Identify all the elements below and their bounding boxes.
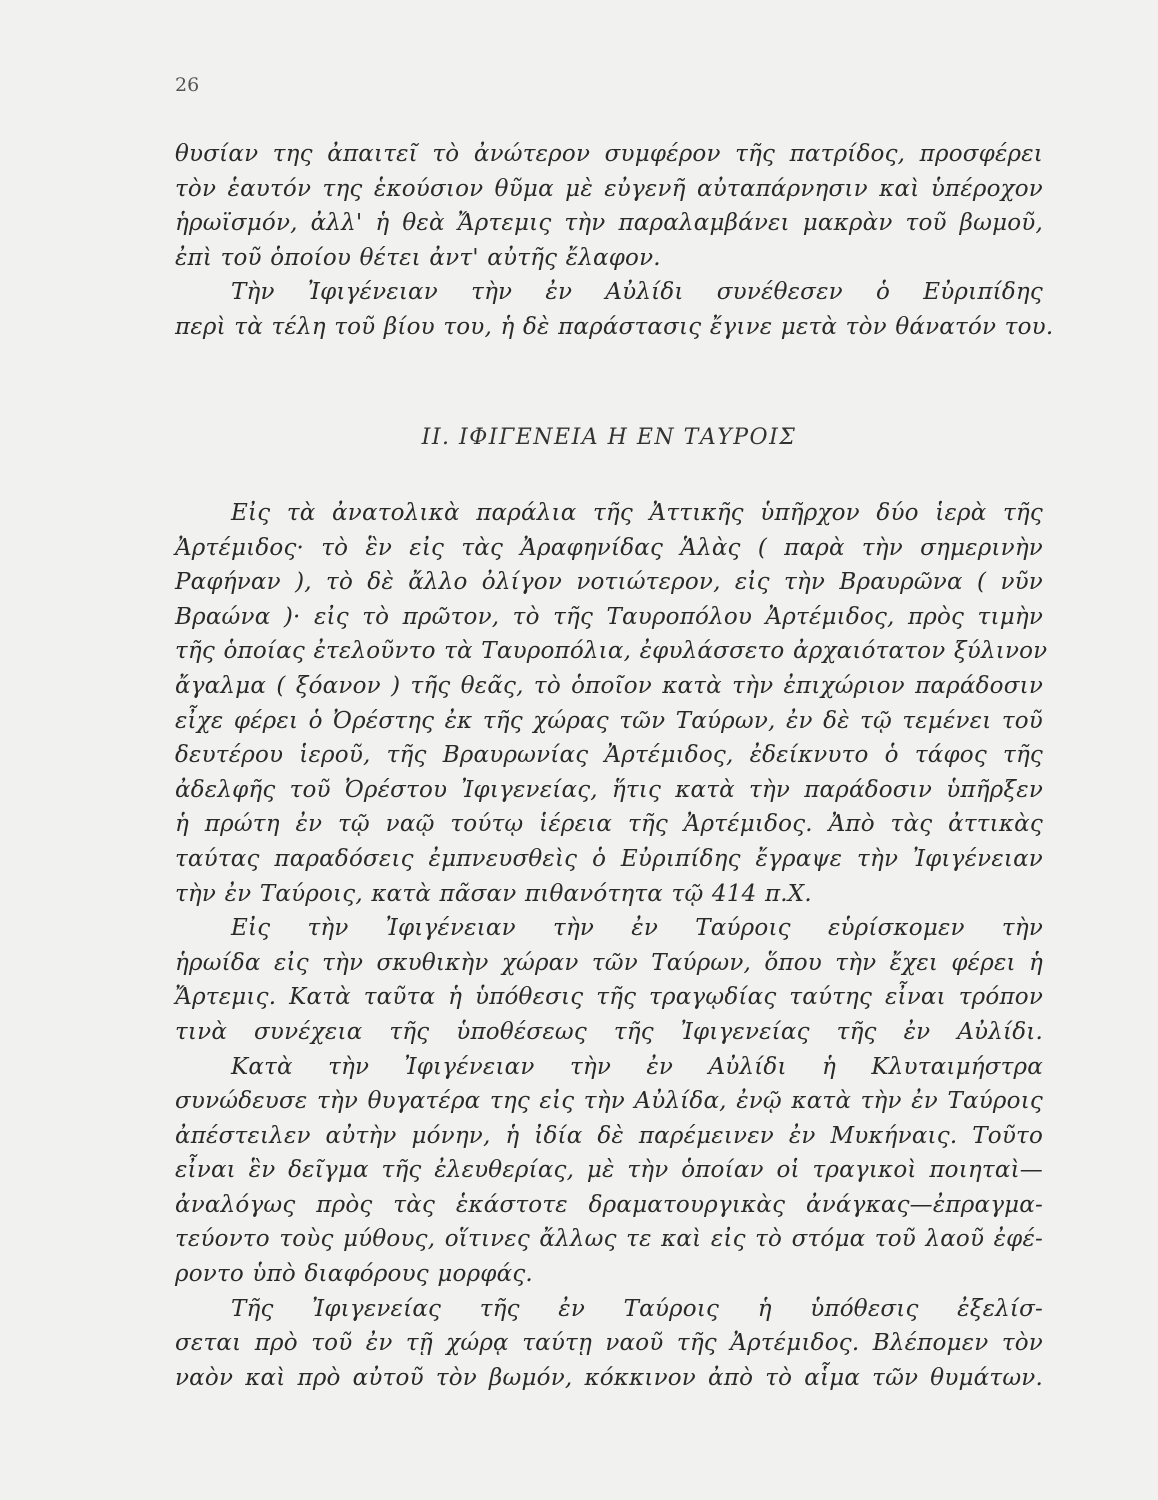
text-line: ναὸν καὶ πρὸ αὐτοῦ τὸν βωμόν, κόκκινον ἀπὸ τὸ αἷμα τῶν θυμάτων. <box>175 1364 1043 1391</box>
text-line: περὶ τὰ τέλη τοῦ βίου του, ἡ δὲ παράστασις ἔγινε μετὰ τὸν θάνατόν του. <box>175 313 1054 340</box>
text-line: ἀδελφῆς τοῦ Ὀρέστου Ἰφιγενείας, ἥτις κατὰ τὴν παράδοσιν ὑπῆρξεν <box>175 776 1043 803</box>
text-line: Κατὰ τὴν Ἰφιγένειαν τὴν ἐν Αὐλίδι ἡ Κλυταιμήστρα <box>231 1053 1043 1080</box>
text-line: Εἰς τὴν Ἰφιγένειαν τὴν ἐν Ταύροις εὑρίσκομεν τὴν <box>231 915 1043 942</box>
text-line: ἀναλόγως πρὸς τὰς ἑκάστοτε δραματουργικὰς ἀνάγκας—ἐπραγμα- <box>175 1191 1043 1218</box>
text-line: τὸν ἑαυτόν της ἑκούσιον θῦμα μὲ εὐγενῆ αὐταπάρνησιν καὶ ὑπέροχον <box>175 175 1043 202</box>
text-line: τινὰ συνέχεια τῆς ὑποθέσεως τῆς Ἰφιγενείας τῆς ἐν Αὐλίδι. <box>175 1018 1043 1045</box>
text-block-intro <box>175 137 1054 345</box>
text-line: Βραώνα )· εἰς τὸ πρῶτον, τὸ τῆς Ταυροπόλου Ἀρτέμιδος, πρὸς τιμὴν <box>175 603 1043 630</box>
text-line: εἶναι ἓν δεῖγμα τῆς ἐλευθερίας, μὲ τὴν ὁποίαν οἱ τραγικοὶ ποιηταὶ— <box>175 1157 1043 1184</box>
text-line: τῆς ὁποίας ἐτελοῦντο τὰ Ταυροπόλια, ἐφυλάσσετο ἀρχαιότατον ξύλινον <box>175 638 1048 665</box>
text-line: δευτέρου ἱεροῦ, τῆς Βραυρωνίας Ἀρτέμιδος, ἐδείκνυτο ὁ τάφος τῆς <box>175 742 1043 769</box>
text-line: Τὴν Ἰφιγένειαν τὴν ἐν Αὐλίδι συνέθεσεν ὁ Εὐριπίδης <box>231 279 1043 306</box>
text-line: τεύοντο τοὺς μύθους, οἵτινες ἄλλως τε καὶ εἰς τὸ στόμα τοῦ λαοῦ ἐφέ- <box>175 1226 1043 1253</box>
text-line: ἡ πρώτη ἐν τῷ ναῷ τούτῳ ἱέρεια τῆς Ἀρτέμιδος. Ἀπὸ τὰς ἀττικὰς <box>175 811 1043 838</box>
text-line: ἐπὶ τοῦ ὁποίου θέτει ἀντ' αὐτῆς ἔλαφον. <box>175 244 661 271</box>
text-line: ροντο ὑπὸ διαφόρους μορφάς. <box>175 1261 533 1288</box>
text-line: ἀπέστειλεν αὐτὴν μόνην, ἡ ἰδία δὲ παρέμεινεν ἐν Μυκήναις. Τοῦτο <box>175 1122 1043 1149</box>
text-line: ταύτας παραδόσεις ἐμπνευσθεὶς ὁ Εὐριπίδης ἔγραψε τὴν Ἰφιγένειαν <box>175 845 1043 872</box>
text-line: Ραφήναν ), τὸ δὲ ἄλλο ὀλίγον νοτιώτερον, εἰς τὴν Βραυρῶνα ( νῦν <box>175 569 1043 596</box>
text-line: τὴν ἐν Ταύροις, κατὰ πᾶσαν πιθανότητα τῷ 414 π.Χ. <box>175 880 812 907</box>
text-line: Ἄρτεμις. Κατὰ ταῦτα ἡ ὑπόθεσις τῆς τραγῳδίας ταύτης εἶναι τρόπον <box>175 984 1043 1011</box>
text-line: ἡρωϊσμόν, ἀλλ' ἡ θεὰ Ἄρτεμις τὴν παραλαμβάνει μακρὰν τοῦ βωμοῦ, <box>175 210 1043 237</box>
text-line: ἄγαλμα ( ξόανον ) τῆς θεᾶς, τὸ ὁποῖον κατὰ τὴν ἐπιχώριον παράδοσιν <box>175 672 1043 699</box>
text-line: Ἀρτέμιδος· τὸ ἓν εἰς τὰς Ἀραφηνίδας Ἁλὰς ( παρὰ τὴν σημερινὴν <box>175 534 1043 561</box>
text-line: σεται πρὸ τοῦ ἐν τῇ χώρᾳ ταύτῃ ναοῦ τῆς Ἀρτέμιδος. Βλέπομεν τὸν <box>175 1330 1043 1357</box>
text-line: ἡρωίδα εἰς τὴν σκυθικὴν χώραν τῶν Ταύρων, ὅπου τὴν ἔχει φέρει ἡ <box>175 949 1043 976</box>
text-line: Τῆς Ἰφιγενείας τῆς ἐν Ταύροις ἡ ὑπόθεσις ἐξελίσ- <box>231 1295 1043 1322</box>
text-line: θυσίαν της ἀπαιτεῖ τὸ ἀνώτερον συμφέρον τῆς πατρίδος, προσφέρει <box>175 141 1043 167</box>
page-number: 26 <box>175 74 200 96</box>
section-heading: ΙΙ. ΙΦΙΓΕΝΕΙΑ Η ΕΝ ΤΑΥΡΟΙΣ <box>421 425 797 450</box>
text-line: εἶχε φέρει ὁ Ὀρέστης ἐκ τῆς χώρας τῶν Ταύρων, ἐν δὲ τῷ τεμένει τοῦ <box>175 707 1043 734</box>
text-line: Εἰς τὰ ἀνατολικὰ παράλια τῆς Ἀττικῆς ὑπῆρχον δύο ἱερὰ τῆς <box>231 500 1043 526</box>
text-block-section <box>175 496 1048 1395</box>
text-line: συνώδευσε τὴν θυγατέρα της εἰς τὴν Αὐλίδα, ἐνῷ κατὰ τὴν ἐν Ταύροις <box>175 1088 1043 1115</box>
